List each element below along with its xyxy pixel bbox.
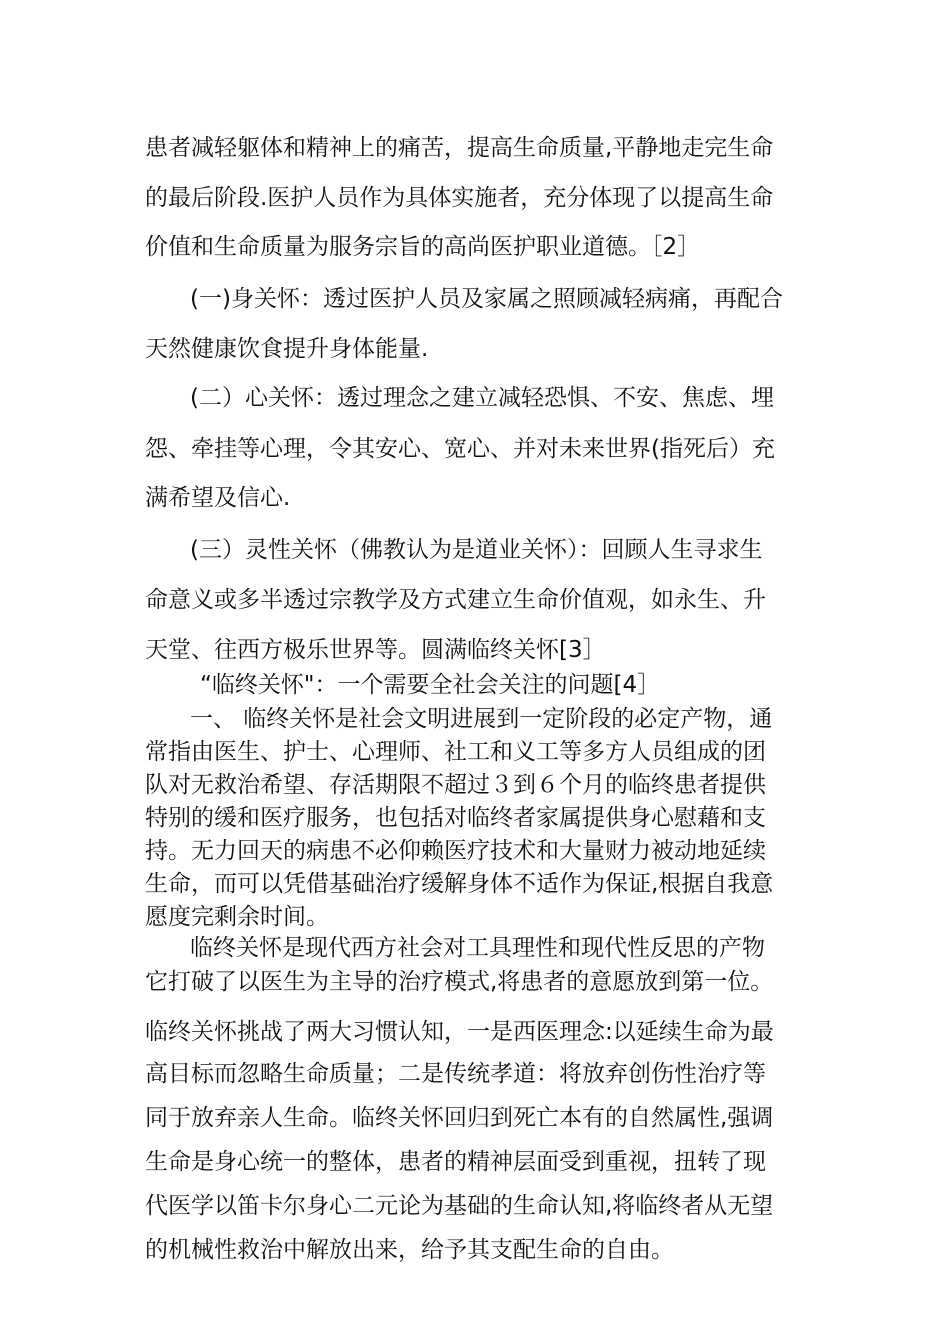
text-line: 临终关怀是现代西方社会对工具理性和现代性反思的产物 [190,935,765,961]
text-line: 愿度完剩余时间。 [145,904,329,930]
text-line: 它打破了以医生为主导的治疗模式,将患者的意愿放到第一位。 [145,969,774,995]
text-line: 持。无力回天的病患不必仰赖医疗技术和大量财力被动地延续 [145,838,766,864]
text-line: 价值和生命质量为服务宗旨的高尚医护职业道德。［2］ [145,234,701,260]
text-line: 的最后阶段.医护人员作为具体实施者，充分体现了以提高生命 [145,185,774,211]
text-line: 怨、牵挂等心理，令其安心、宽心、并对未来世界(指死后）充 [145,436,775,462]
section-heading: “临终关怀"：一个需要全社会关注的问题[4］ [200,672,661,698]
text-line: 天然健康饮食提升身体能量. [145,336,429,362]
text-line: 特别的缓和医疗服务，也包括对临终者家属提供身心慰藉和支 [145,805,766,831]
text-line: 生命，而可以凭借基础治疗缓解身体不适作为保证,根据自我意 [145,871,774,897]
text-line: 患者减轻躯体和精神上的痛苦，提高生命质量,平静地走完生命 [145,135,774,161]
text-line: (三）灵性关怀（佛教认为是道业关怀）：回顾人生寻求生 [190,537,763,563]
text-line: 同于放弃亲人生命。临终关怀回归到死亡本有的自然属性,强调 [145,1105,774,1131]
text-line: 高目标而忽略生命质量；二是传统孝道：将放弃创伤性治疗等 [145,1061,766,1087]
text-line: 天堂、往西方极乐世界等。圆满临终关怀[3］ [145,637,606,663]
text-line: (二）心关怀：透过理念之建立减轻恐惧、不安、焦虑、埋 [190,385,774,411]
text-line: 队对无救治希望、存活期限不超过３到６个月的临终患者提供 [145,772,766,798]
text-line: 一、 临终关怀是社会文明进展到一定阶段的必定产物，通 [190,706,773,732]
text-line: 代医学以笛卡尔身心二元论为基础的生命认知,将临终者从无望 [145,1193,774,1219]
text-line: (一)身关怀：透过医护人员及家属之照顾减轻病痛，再配合 [190,286,783,312]
text-line: 满希望及信心. [145,485,291,511]
text-line: 的机械性救治中解放出来，给予其支配生命的自由。 [145,1237,674,1263]
text-line: 命意义或多半透过宗教学及方式建立生命价值观，如永生、升 [145,587,766,613]
text-line: 生命是身心统一的整体，患者的精神层面受到重视，扭转了现 [145,1149,766,1175]
text-line: 常指由医生、护士、心理师、社工和义工等多方人员组成的团 [145,739,766,765]
text-line: 临终关怀挑战了两大习惯认知，一是西医理念:以延续生命为最 [145,1019,774,1045]
